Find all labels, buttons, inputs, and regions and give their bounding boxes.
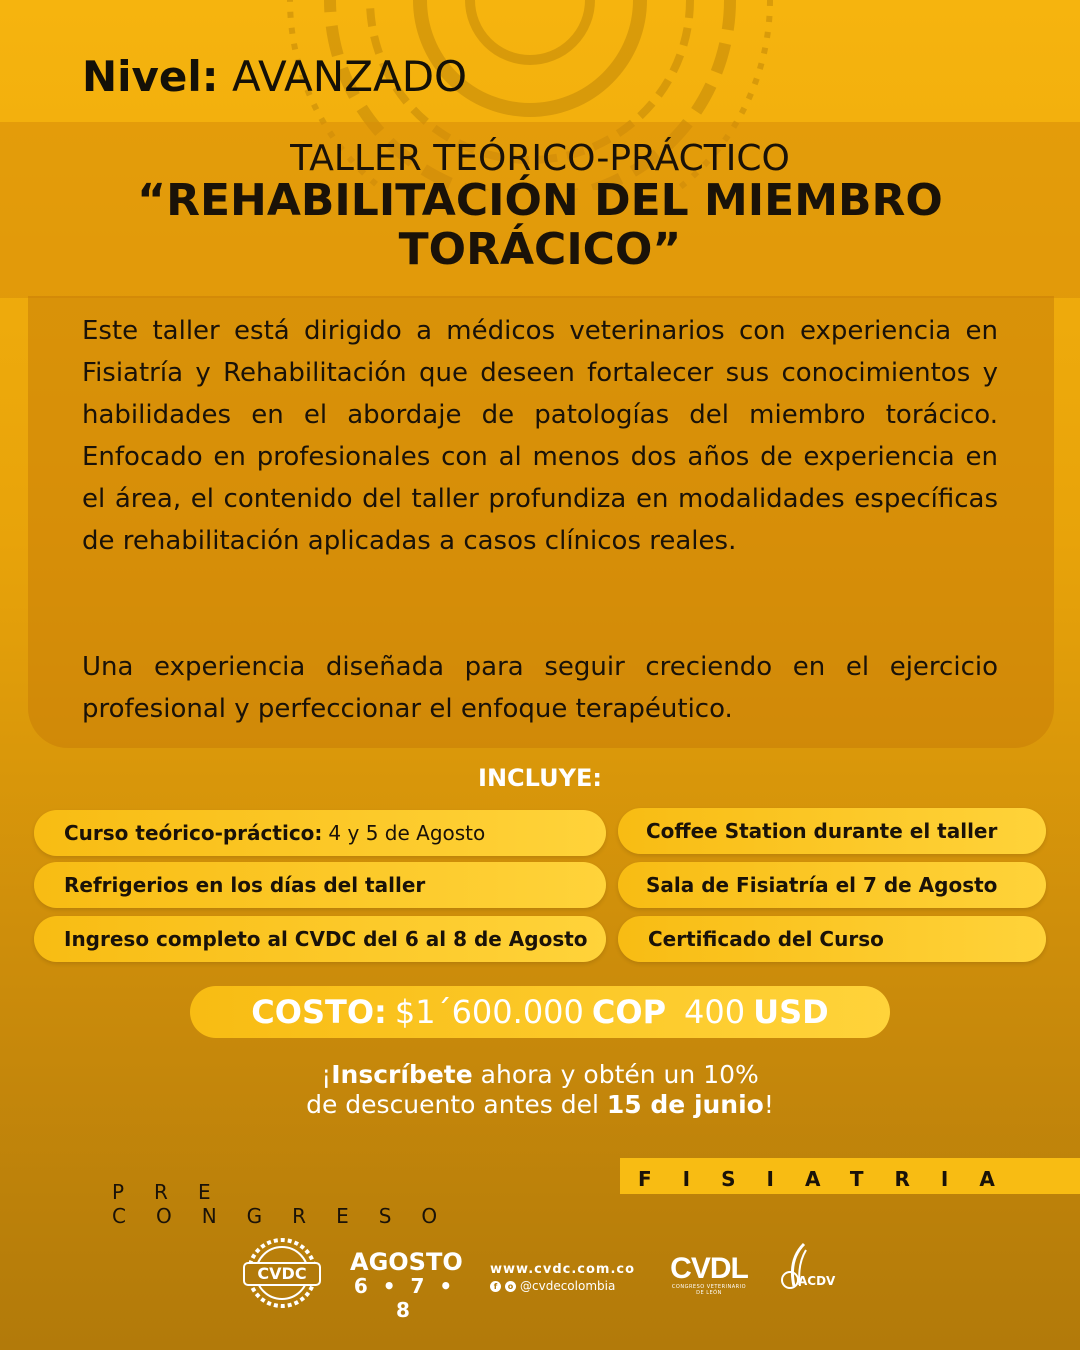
include-item-bold: Sala de Fisiatría el 7 de Agosto <box>646 873 998 897</box>
cta-register: Inscríbete <box>331 1060 473 1089</box>
cta-suffix: ! <box>763 1090 774 1119</box>
cta-text-2: de descuento antes del <box>306 1090 607 1119</box>
description-paragraph-1: Este taller está dirigido a médicos veterinarios con experiencia en Fisiatría y Rehabilitación que deseen fortalecer sus conocimientos y habilidades en el abordaje de patologías del miembro torácico. Enfocado en profesionales con al menos dos años de experiencia en el área, el contenido del taller profundiza en modalidades específicas de rehabilitación aplicadas a casos clínicos reales. <box>82 316 998 556</box>
acdv-logo-text: ACDV <box>798 1274 836 1288</box>
cost-label: COSTO: <box>251 993 387 1031</box>
social-handle[interactable]: @cvdecolombia <box>520 1279 616 1293</box>
cost-cop-amount: $1´600.000 <box>394 993 584 1031</box>
facebook-icon[interactable]: f <box>490 1281 501 1292</box>
cta-prefix: ¡ <box>321 1060 332 1089</box>
level-heading <box>82 52 467 101</box>
specialty-label: FISIATRIA <box>638 1167 1026 1191</box>
cta-line-1 <box>0 1060 1080 1090</box>
event-dates-logo <box>350 1248 463 1322</box>
cost-cop-currency: COP <box>591 993 667 1031</box>
include-item <box>618 808 1046 854</box>
cvdl-logo-text: CVDL <box>670 1252 748 1285</box>
event-days: 6 • 7 • 8 <box>353 1274 457 1322</box>
acdv-logo <box>776 1240 840 1296</box>
cvdc-logo-text: CVDC <box>257 1264 307 1283</box>
cta-line-2 <box>0 1090 1080 1120</box>
cta-text-1: ahora y obtén un 10% <box>472 1060 759 1089</box>
instagram-icon[interactable]: o <box>505 1281 516 1292</box>
pre-congress-label: PRE CONGRESO <box>112 1180 468 1228</box>
description-paragraph-2: Una experiencia diseñada para seguir creciendo en el ejercicio profesional y perfeccionar el enfoque terapéutico. <box>82 652 998 724</box>
cost-usd-amount: 400 <box>684 993 746 1031</box>
cost-usd-currency: USD <box>753 993 829 1031</box>
include-item <box>34 862 606 908</box>
level-label: Nivel: <box>82 52 219 101</box>
social-row <box>490 1279 640 1293</box>
cta-deadline: 15 de junio <box>606 1090 764 1119</box>
includes-title: INCLUYE: <box>478 764 602 792</box>
include-item <box>34 810 606 856</box>
include-item <box>34 916 606 962</box>
include-item <box>618 916 1046 962</box>
workshop-title: “REHABILITACIÓN DEL MIEMBRO TORÁCICO” <box>137 175 943 275</box>
include-item-bold: Curso teórico-práctico: <box>64 821 323 845</box>
cost-banner <box>190 986 890 1038</box>
cvdl-tagline: CONGRESO VETERINARIO DE LEÓN <box>671 1284 747 1296</box>
include-item-bold: Certificado del Curso <box>648 927 884 951</box>
specialty-bar <box>620 1158 1080 1194</box>
workshop-type: TALLER TEÓRICO-PRÁCTICO <box>290 138 790 179</box>
event-month: AGOSTO <box>350 1248 463 1276</box>
include-item <box>618 862 1046 908</box>
include-item-bold: Ingreso completo al CVDC del 6 al 8 de Agosto <box>64 927 588 951</box>
website-link[interactable]: www.cvdc.com.co <box>490 1262 636 1277</box>
include-item-bold: Coffee Station durante el taller <box>646 819 998 843</box>
cvdc-logo <box>240 1238 324 1308</box>
cvdl-logo <box>668 1252 750 1296</box>
include-item-bold: Refrigerios en los días del taller <box>64 873 426 897</box>
contact-info <box>490 1262 640 1293</box>
registration-call-to-action <box>0 1060 1080 1120</box>
level-value: AVANZADO <box>231 52 468 101</box>
include-item-detail: 4 y 5 de Agosto <box>328 821 486 845</box>
